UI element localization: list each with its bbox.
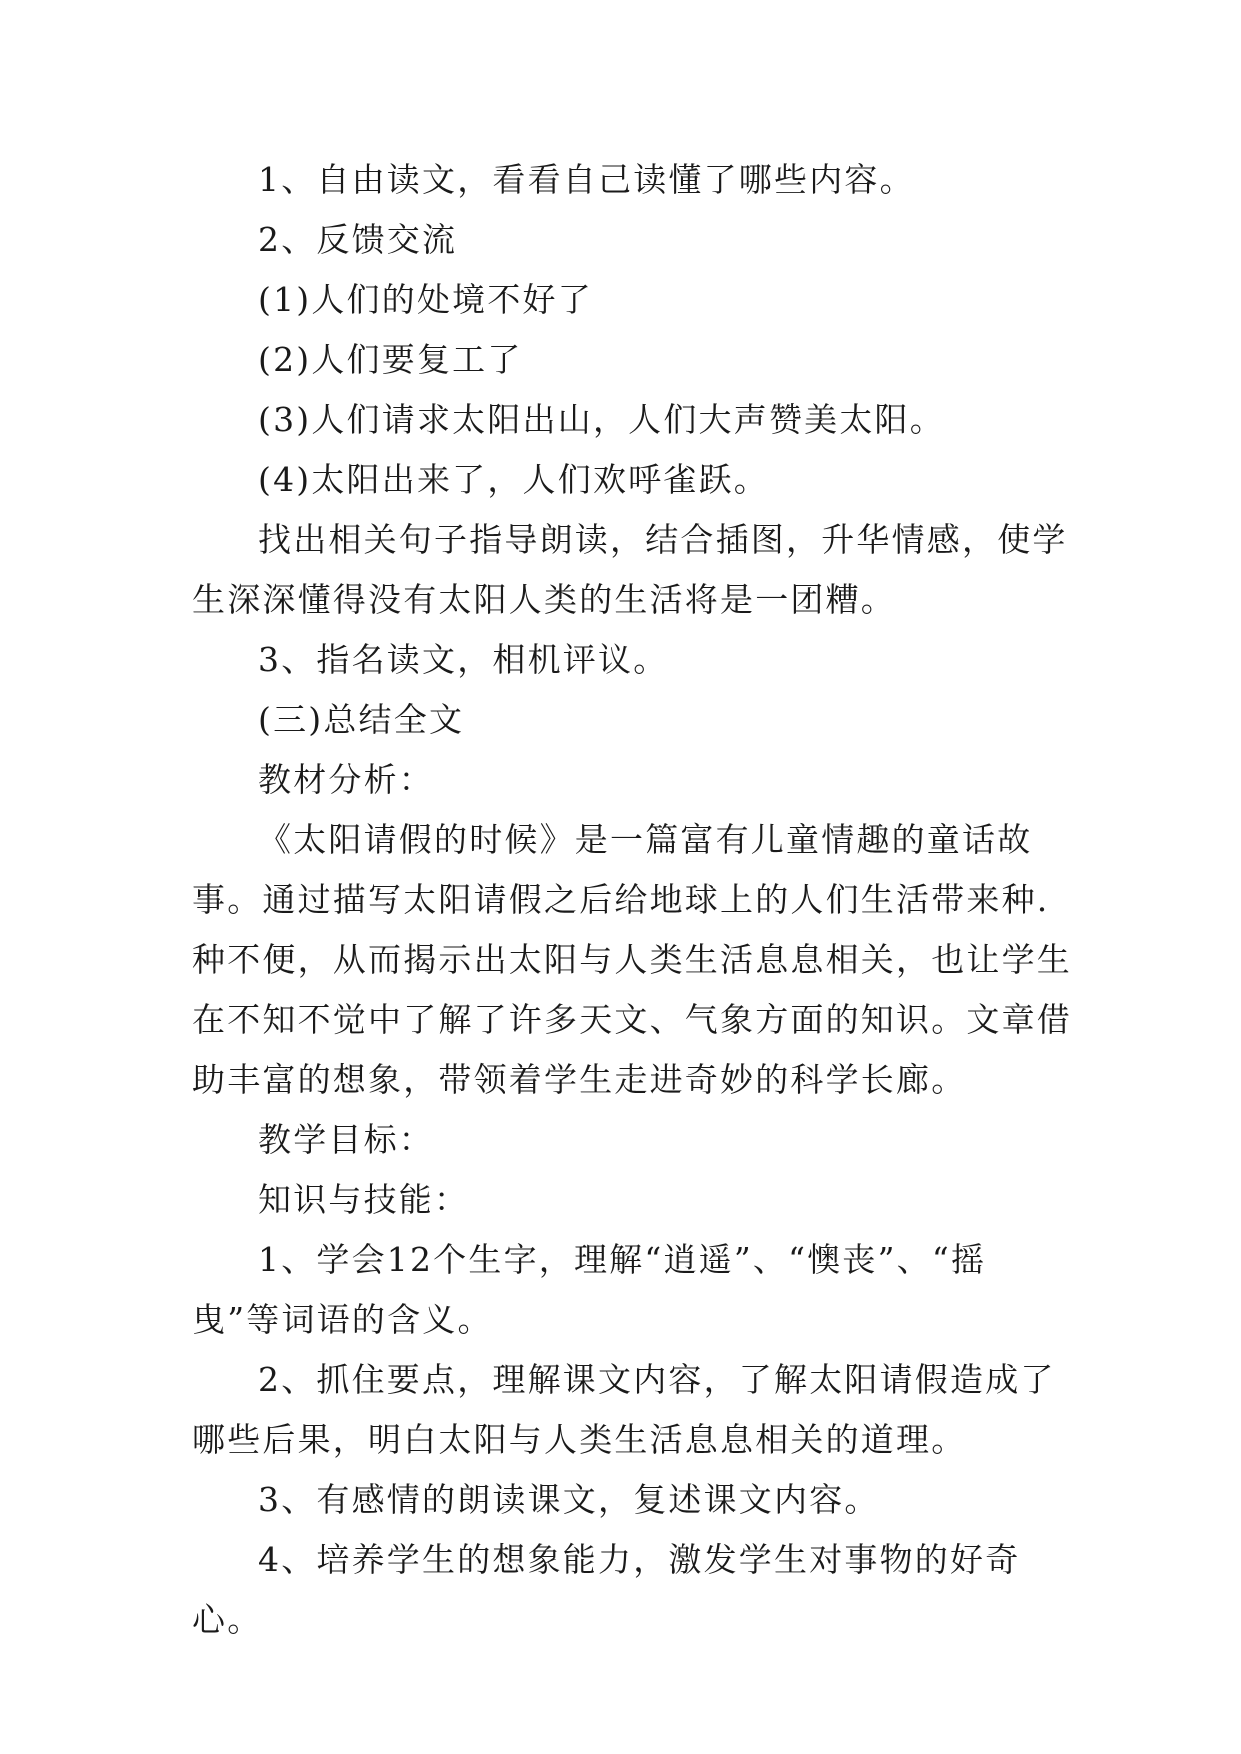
paragraph-summary-heading: (三)总结全文 — [258, 700, 465, 739]
paragraph-read-freely: 1、自由读文，看看自己读懂了哪些内容。 — [258, 160, 915, 199]
paragraph-guided-reading: 找出相关句子指导朗读，结合插图，升华情感，使学生深深懂得没有太阳人类的生活将是一团糟。 — [192, 520, 1068, 619]
document-body — [192, 150, 1072, 1650]
paragraph-item-4: (4)太阳出来了，人们欢呼雀跃。 — [258, 460, 769, 499]
paragraph-goal-4: 4、培养学生的想象能力，激发学生对事物的好奇心。 — [192, 1540, 1021, 1639]
paragraph-item-2: (2)人们要复工了 — [258, 340, 523, 379]
paragraph-teaching-goals-heading: 教学目标： — [258, 1120, 434, 1159]
paragraph-textbook-analysis: 《太阳请假的时候》是一篇富有儿童情趣的童话故事。通过描写太阳请假之后给地球上的人们生活带来种.种不便，从而揭示出太阳与人类生活息息相关，也让学生在不知不觉中了解了许多天文、气象方面的知识。文章借助丰富的想象，带领着学生走进奇妙的科学长廊。 — [192, 820, 1072, 1099]
paragraph-feedback: 2、反馈交流 — [258, 220, 458, 259]
paragraph-goal-1: 1、学会12个生字，理解“逍遥”、“懊丧”、“摇曳”等词语的含义。 — [192, 1240, 987, 1339]
paragraph-goal-3: 3、有感情的朗读课文，复述课文内容。 — [258, 1480, 880, 1519]
paragraph-goal-2: 2、抓住要点，理解课文内容，了解太阳请假造成了哪些后果，明白太阳与人类生活息息相关的道理。 — [192, 1360, 1056, 1459]
paragraph-knowledge-skills-heading: 知识与技能： — [258, 1180, 470, 1219]
paragraph-textbook-analysis-heading: 教材分析： — [258, 760, 434, 799]
paragraph-item-3: (3)人们请求太阳出山，人们大声赞美太阳。 — [258, 400, 945, 439]
paragraph-named-reading: 3、指名读文，相机评议。 — [258, 640, 669, 679]
paragraph-item-1: (1)人们的处境不好了 — [258, 280, 593, 319]
